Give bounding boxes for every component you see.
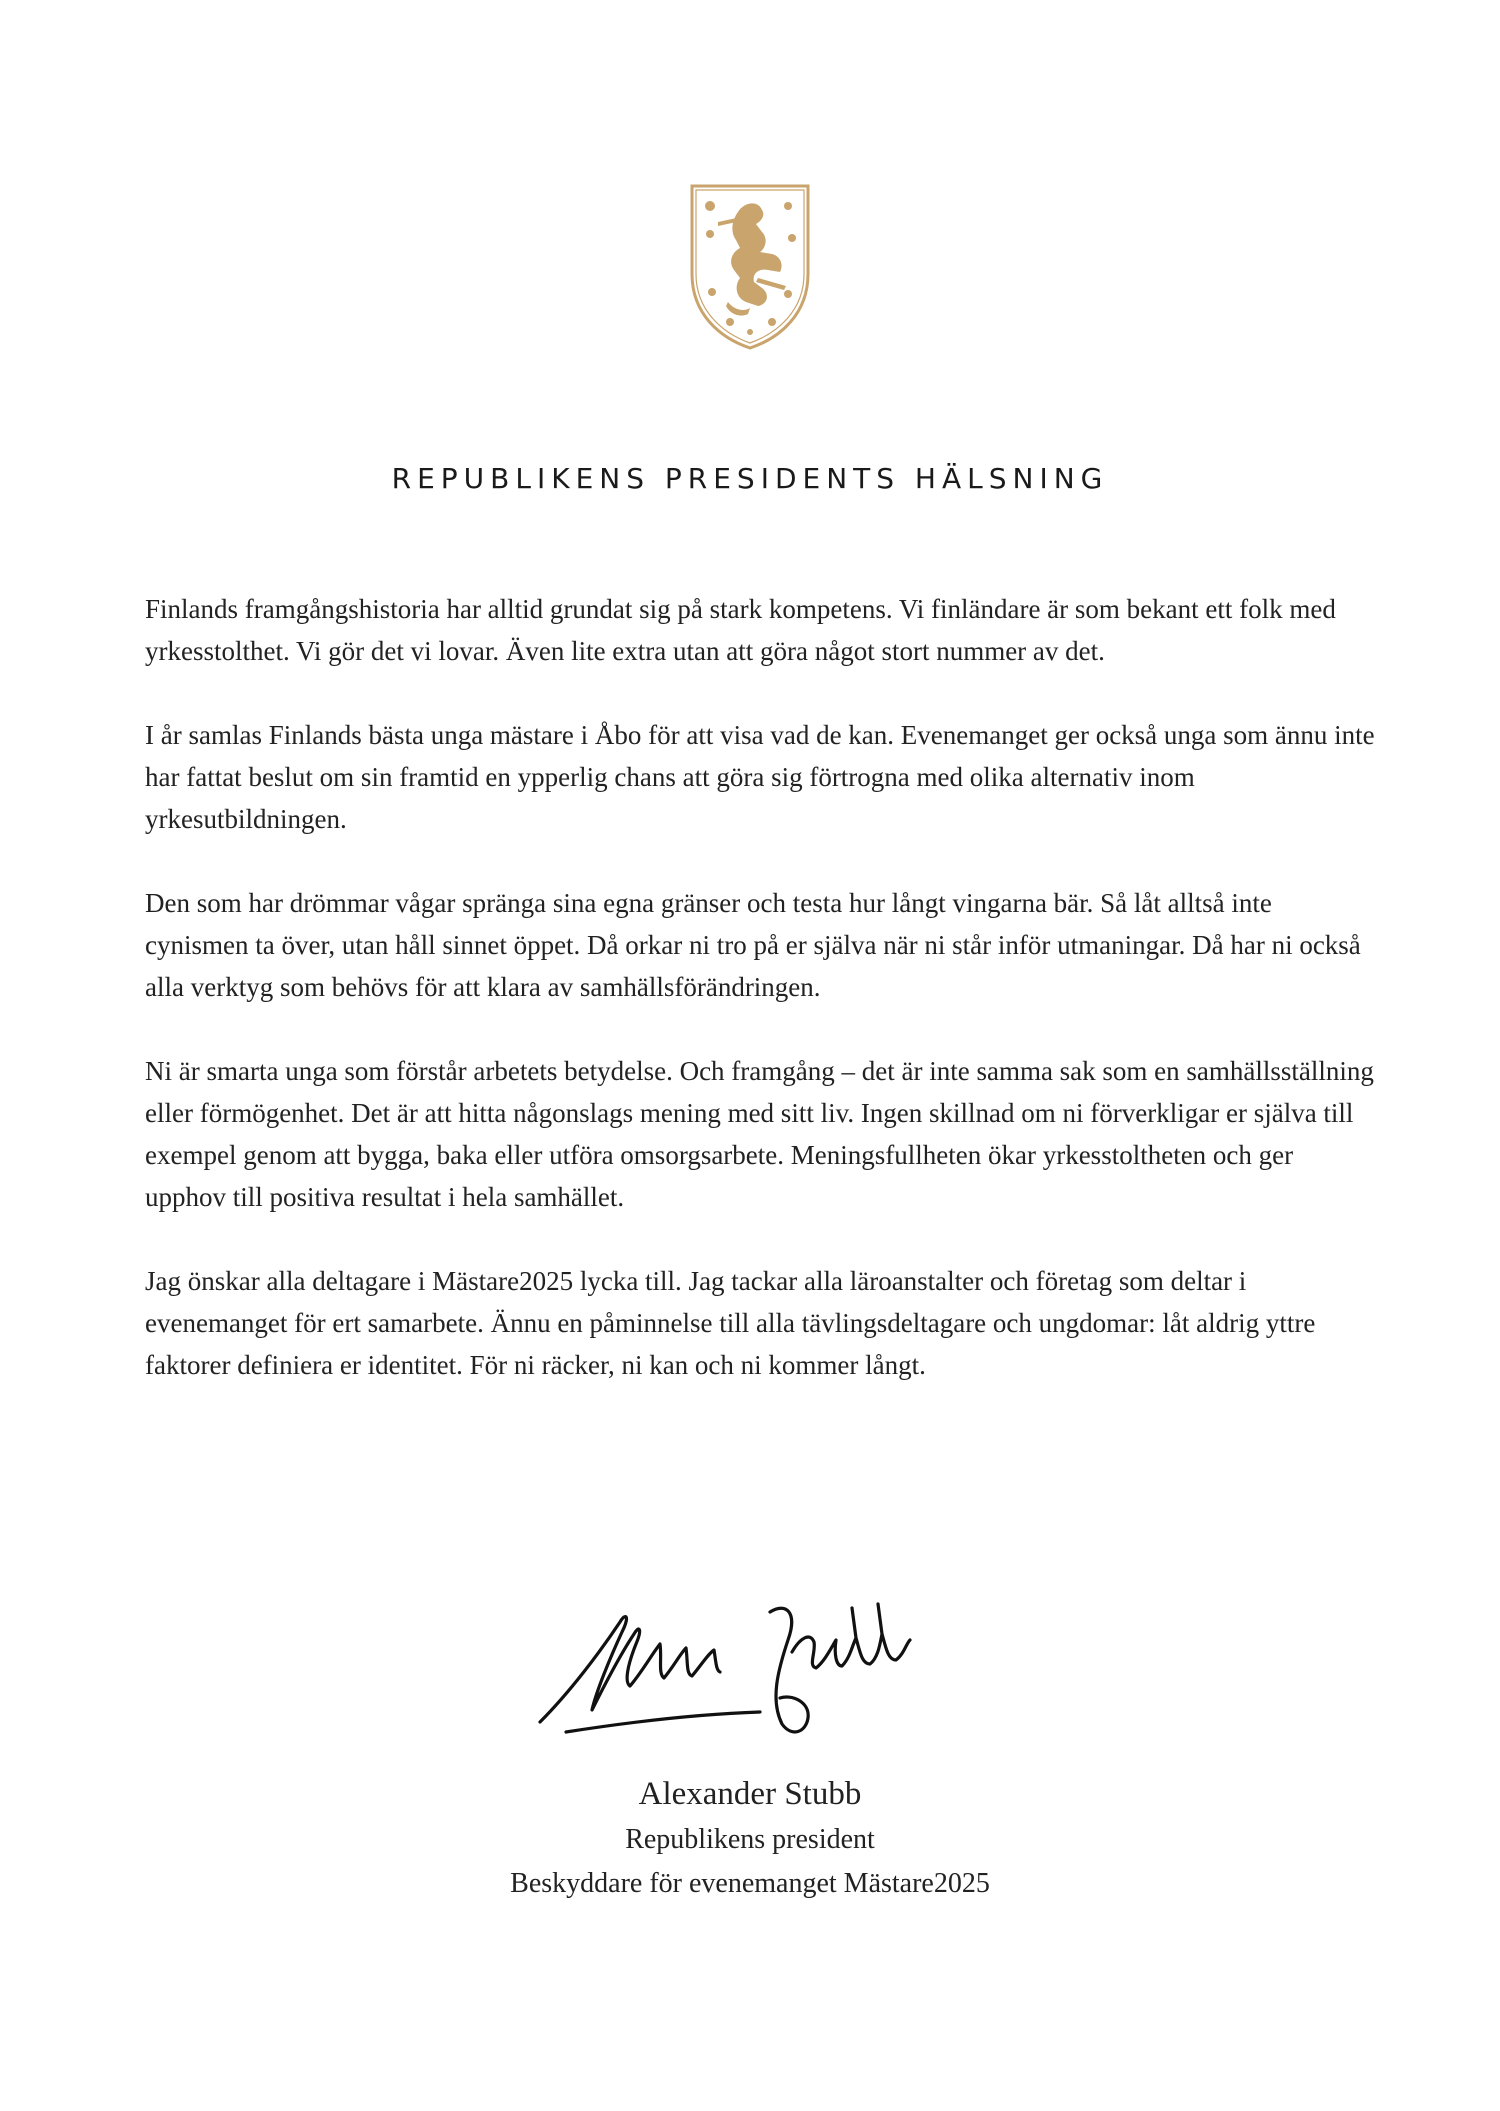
signer-role: Beskyddare för evenemanget Mästare2025 xyxy=(510,1868,990,1899)
signer-name: Alexander Stubb xyxy=(638,1776,862,1812)
paragraph-5: Jag önskar alla deltagare i Mästare2025 lycka till. Jag tackar alla läroanstalter och företag som deltar i evenemanget för ert samarbete. Ännu en påminnelse till alla tävlingsdeltagare och ungdomar: låt aldrig yttre faktorer definiera er identitet. För ni räcker, ni kan och ni kommer långt. xyxy=(145,1266,1316,1380)
letter-heading: REPUBLIKENS PRESIDENTS HÄLSNING xyxy=(391,462,1109,495)
paragraph-1: Finlands framgångshistoria har alltid grundat sig på stark kompetens. Vi finländare är som bekant ett folk med yrkesstolthet. Vi gör det vi lovar. Även lite extra utan att göra något stort nummer av det. xyxy=(145,594,1336,666)
paragraph-4: Ni är smarta unga som förstår arbetets betydelse. Och framgång – det är inte samma sak som en samhällsställning eller förmögenhet. Det är att hitta någonslags mening med sitt liv. Ingen skillnad om ni förverkligar er själva till exempel genom att bygga, baka eller utföra omsorgsarbete. Meningsfullheten ökar yrkesstoltheten och ger upphov till positiva resultat i hela samhället. xyxy=(145,1056,1374,1212)
signoff-block xyxy=(0,1770,1500,1906)
paragraph-2: I år samlas Finlands bästa unga mästare i Åbo för att visa vad de kan. Evenemanget ger också unga som ännu inte har fattat beslut om sin framtid en ypperlig chans att göra sig förtrogna med olika alternativ inom yrkesutbildningen. xyxy=(145,720,1375,834)
signer-title: Republikens president xyxy=(625,1824,875,1855)
letter-body xyxy=(145,588,1375,1428)
paragraph-3: Den som har drömmar vågar spränga sina egna gränser och testa hur långt vingarna bär. Så låt alltså inte cynismen ta över, utan håll sinnet öppet. Då orkar ni tro på er själva när ni står inför utmaningar. Då har ni också alla verktyg som behövs för att klara av samhällsförändringen. xyxy=(145,888,1361,1002)
handwritten-signature xyxy=(530,1582,990,1742)
coat-of-arms-lion-icon xyxy=(688,182,812,352)
